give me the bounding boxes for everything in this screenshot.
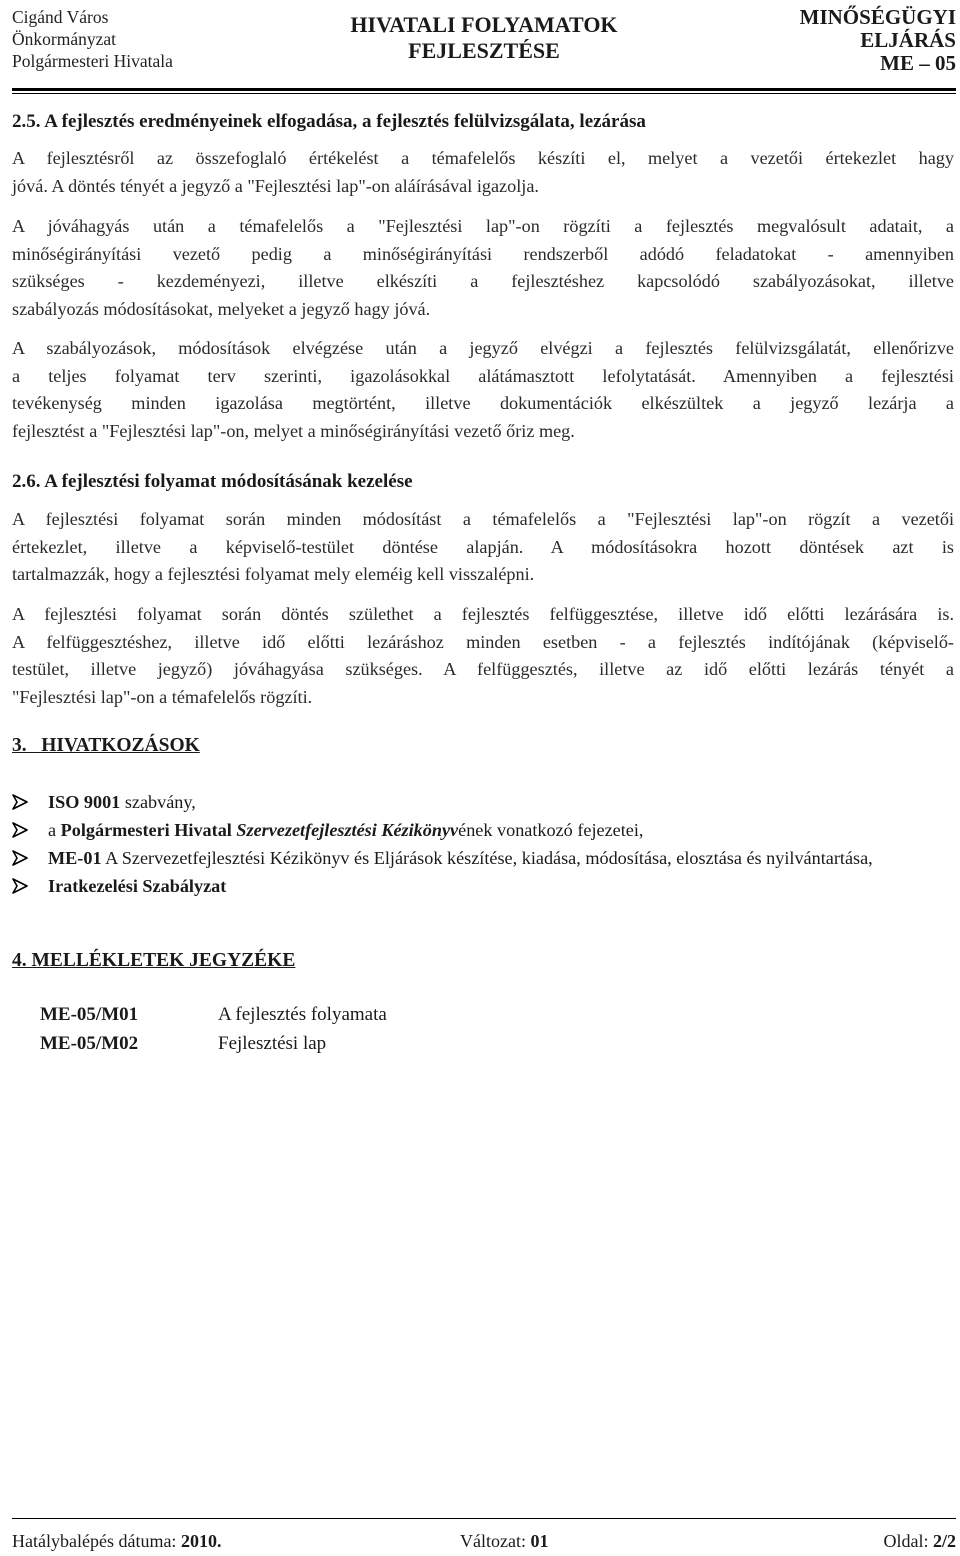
text-line: testület, illetve jegyző) jóváhagyása szükséges. A felfüggesztés, illetve az idő előtti lezárás tényét a [12,659,954,679]
list-item [12,788,956,816]
text-line: jóvá. A döntés tényét a jegyző a "Fejlesztési lap"-on aláírásával igazolja. [12,175,539,196]
references-heading: 3. HIVATKOZÁSOK [12,735,200,756]
doc-type-line: MINŐSÉGÜGYI [799,5,956,29]
text-line: a teljes folyamat terv szerinti, igazolásokkal alátámasztott lefolytatását. Amennyiben a fejlesztési [12,365,954,386]
reference-code: ME-01 [48,848,102,868]
page-label: Oldal: [883,1531,933,1551]
text-line: minőségirányítási vezető pedig a minőségirányítási rendszerből adódó feladatokat - amennyiben [12,243,954,264]
doc-code: ME – 05 [880,51,956,75]
annex-code: ME-05/M02 [40,1033,139,1054]
footer-divider [12,1518,956,1519]
annex-title: Fejlesztési lap [218,1033,327,1054]
text-line: szabályozás módosításokat, melyeket a jegyző hagy jóvá. [12,298,431,319]
org-line: Cigánd Város [12,7,109,27]
org-line: Önkormányzat [12,29,116,49]
reference-text: a [48,820,61,840]
section-2-5-paragraph-2 [12,213,954,323]
annexes-heading: 4. MELLÉKLETEK JEGYZÉKE [12,950,296,971]
arrowhead-bullet-icon [12,878,28,894]
arrowhead-bullet-icon [12,794,28,810]
document-title [274,12,694,64]
arrowhead-bullet-icon [12,822,28,838]
annex-row [40,1000,387,1029]
annex-title: A fejlesztés folyamata [218,1004,387,1025]
effective-date [12,1530,221,1552]
reference-text: A Szervezetfejlesztési Kézikönyv és Eljárások készítése, kiadása, módosítása, elosztása és nyilvántartása, [101,848,873,868]
text-line: értekezlet, illetve a képviselő-testület döntése alapján. A módosításokra hozott döntések azt is [12,536,954,557]
page-header [12,6,956,84]
list-item [12,872,956,900]
text-line: A felfüggesztéshez, illetve idő előtti lezáráshoz minden esetben - a fejlesztés indítójának (képviselő- [12,631,954,652]
document-type [736,6,956,75]
document-page [12,0,956,1556]
reference-code: ISO 9001 [48,792,121,812]
reference-org: Polgármesteri Hivatal [60,820,237,840]
section-2-5-title: 2.5. A fejlesztés eredményeinek elfogadása, a fejlesztés felülvizsgálata, lezárása [12,111,646,132]
header-divider-thin [12,93,956,94]
section-2-5-paragraph-3 [12,335,954,445]
reference-manual: Szervezetfejlesztési Kézikönyv [236,820,459,840]
effective-date-value: 2010. [180,1531,222,1551]
list-item [12,844,956,872]
doc-type-line: ELJÁRÁS [860,28,956,52]
organization-name [12,6,282,72]
version-label: Változat: [460,1531,531,1551]
section-2-6-paragraph-2 [12,601,954,711]
reference-text: szabvány, [120,792,196,812]
reference-code: Iratkezelési Szabályzat [48,876,227,896]
references-list [12,788,956,900]
text-line: tartalmazzák, hogy a fejlesztési folyamat mely eleméig kell visszalépni. [12,564,535,584]
annexes-list [40,1000,387,1058]
version-value: 01 [530,1531,549,1551]
list-item [12,816,956,844]
title-line: FEJLESZTÉSE [408,38,560,63]
title-line: HIVATALI FOLYAMATOK [350,12,618,37]
version [460,1530,548,1552]
section-2-6-paragraph-1 [12,506,954,589]
page-value: 2/2 [932,1531,956,1551]
text-line: "Fejlesztési lap"-on a témafelelős rögzíti. [12,686,313,707]
section-2-5-paragraph-1 [12,145,954,200]
annex-code: ME-05/M01 [40,1004,139,1025]
text-line: A fejlesztési folyamat során minden módosítást a témafelelős a "Fejlesztési lap"-on rögzít a vezetői [12,509,954,529]
text-line: A szabályozások, módosítások elvégzése után a jegyző elvégzi a fejlesztés felülvizsgálatát, ellenőrizve [12,338,954,358]
text-line: A jóváhagyás után a témafelelős a "Fejlesztési lap"-on rögzíti a fejlesztés megvalósult adatait, a [12,216,954,236]
org-line: Polgármesteri Hivatala [12,51,173,71]
arrowhead-bullet-icon [12,850,28,866]
page-number [883,1530,956,1552]
annex-row [40,1029,387,1058]
text-line: szükséges - kezdeményezi, illetve elkészíti a fejlesztéshez kapcsolódó szabályozásokat, illetve [12,271,954,291]
text-line: tevékenység minden igazolása megtörtént, illetve dokumentációk elkészültek a jegyző lezárja a [12,393,954,413]
effective-date-label: Hatálybalépés dátuma: [12,1531,181,1551]
text-line: A fejlesztésről az összefoglaló értékelést a témafelelős készíti el, melyet a vezetői értekezlet hagy [12,148,954,168]
header-divider [12,88,956,91]
reference-text: ének vonatkozó fejezetei, [458,820,644,840]
text-line: A fejlesztési folyamat során döntés születhet a fejlesztés felfüggesztése, illetve idő előtti lezárására is. [12,604,954,624]
text-line: fejlesztést a "Fejlesztési lap"-on, melyet a minőségirányítási vezető őriz meg. [12,420,575,441]
section-2-6-title: 2.6. A fejlesztési folyamat módosításának kezelése [12,471,413,492]
